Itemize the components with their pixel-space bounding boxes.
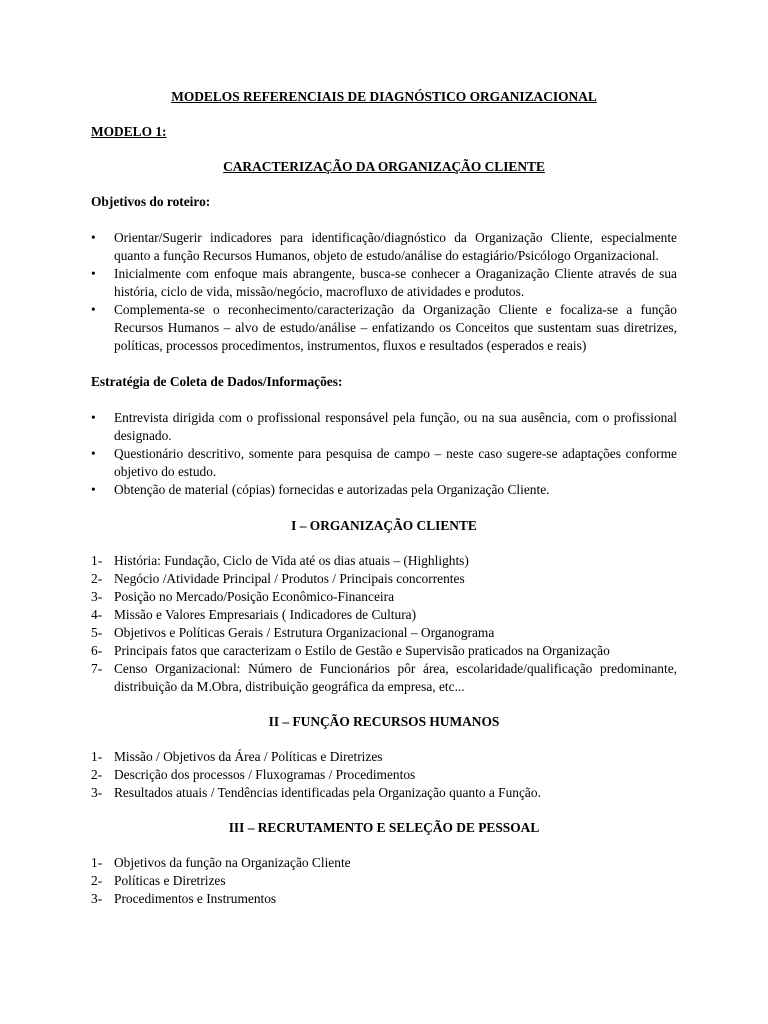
strategy-item: • Entrevista dirigida com o profissional responsável pela função, ou na sua ausência, com o profissional designado. <box>91 409 677 445</box>
document-subtitle: CARACTERIZAÇÃO DA ORGANIZAÇÃO CLIENTE <box>223 159 545 174</box>
section-list-recrutamento <box>91 854 677 908</box>
item-text: Políticas e Diretrizes <box>114 873 226 888</box>
item-number: 1- <box>91 553 103 568</box>
item-text: Censo Organizacional: Número de Funcionários pôr área, escolaridade/qualificação predominante, distribuição da M.Obra, distribuição geográfica da empresa, etc... <box>114 661 677 694</box>
item-number: 3- <box>91 891 103 906</box>
item-number: 2- <box>91 873 103 888</box>
item-text: Posição no Mercado/Posição Econômico-Financeira <box>114 589 395 604</box>
objective-item: • Inicialmente com enfoque mais abrangente, busca-se conhecer a Oraganização Cliente através de sua história, ciclo de vida, missão/negócio, macrofluxo de atividades e produtos. <box>91 265 677 301</box>
item-text: Objetivos da função na Organização Cliente <box>114 855 351 870</box>
item-number: 1- <box>91 749 103 764</box>
section-list-organizacao-cliente <box>91 552 677 696</box>
section-heading-funcao-rh: II – FUNÇÃO RECURSOS HUMANOS <box>268 714 500 729</box>
list-item <box>91 642 677 660</box>
section-heading-organizacao-cliente: I – ORGANIZAÇÃO CLIENTE <box>291 518 477 533</box>
item-number: 7- <box>91 661 103 676</box>
list-item <box>91 784 677 802</box>
item-text: História: Fundação, Ciclo de Vida até os dias atuais – (Highlights) <box>114 553 469 568</box>
item-number: 6- <box>91 643 103 658</box>
item-number: 2- <box>91 767 103 782</box>
strategy-item: • Obtenção de material (cópias) fornecidas e autorizadas pela Organização Cliente. <box>91 481 677 499</box>
item-number: 5- <box>91 625 103 640</box>
list-item <box>91 552 677 570</box>
document-title: MODELOS REFERENCIAIS DE DIAGNÓSTICO ORGANIZACIONAL <box>171 89 597 104</box>
section-list-funcao-rh <box>91 748 677 802</box>
list-item <box>91 606 677 624</box>
strategy-list <box>91 409 677 499</box>
item-number: 4- <box>91 607 103 622</box>
list-item <box>91 854 677 872</box>
item-number: 3- <box>91 589 103 604</box>
item-text: Procedimentos e Instrumentos <box>114 891 277 906</box>
list-item <box>91 660 677 696</box>
item-number: 2- <box>91 571 103 586</box>
objective-item: • Complementa-se o reconhecimento/caracterização da Organização Cliente e focaliza-se a função Recursos Humanos – alvo de estudo/análise – enfatizando os Conceitos que sustentam suas diretrizes, políticas, processos procedimentos, instrumentos, fluxos e resultados (esperados e reais) <box>91 301 677 355</box>
section-heading-recrutamento: III – RECRUTAMENTO E SELEÇÃO DE PESSOAL <box>228 820 540 835</box>
item-text: Objetivos e Políticas Gerais / Estrutura Organizacional – Organograma <box>114 625 495 640</box>
objective-item: • Orientar/Sugerir indicadores para identificação/diagnóstico da Organização Cliente, especialmente quanto a função Recursos Humanos, objeto de estudo/análise do estagiário/Psicólogo Organizacional. <box>91 229 677 265</box>
list-item <box>91 748 677 766</box>
item-number: 1- <box>91 855 103 870</box>
list-item <box>91 570 677 588</box>
list-item <box>91 890 677 908</box>
objectives-list <box>91 229 677 355</box>
model-label: MODELO 1: <box>91 124 167 139</box>
item-text: Missão / Objetivos da Área / Políticas e Diretrizes <box>114 749 383 764</box>
strategy-label: Estratégia de Coleta de Dados/Informações: <box>91 374 343 389</box>
list-item <box>91 588 677 606</box>
list-item <box>91 872 677 890</box>
item-number: 3- <box>91 785 103 800</box>
objectives-label: Objetivos do roteiro: <box>91 194 211 209</box>
item-text: Principais fatos que caracterizam o Estilo de Gestão e Supervisão praticados na Organização <box>114 643 610 658</box>
item-text: Resultados atuais / Tendências identificadas pela Organização quanto a Função. <box>114 785 541 800</box>
list-item <box>91 624 677 642</box>
item-text: Descrição dos processos / Fluxogramas / Procedimentos <box>114 767 416 782</box>
strategy-item: • Questionário descritivo, somente para pesquisa de campo – neste caso sugere-se adaptações conforme objetivo do estudo. <box>91 445 677 481</box>
item-text: Missão e Valores Empresariais ( Indicadores de Cultura) <box>114 607 417 622</box>
item-text: Negócio /Atividade Principal / Produtos / Principais concorrentes <box>114 571 465 586</box>
list-item <box>91 766 677 784</box>
